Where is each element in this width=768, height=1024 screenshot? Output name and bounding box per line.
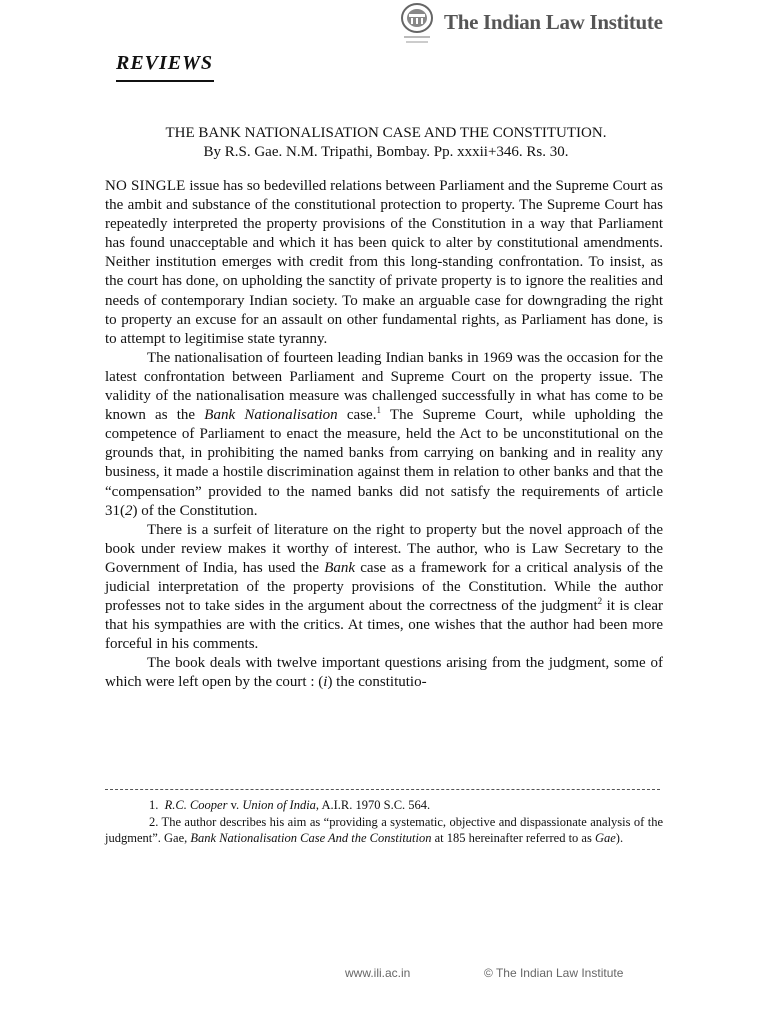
ili-emblem-icon bbox=[400, 2, 434, 48]
paragraph bbox=[105, 349, 663, 521]
footnote-text: at 185 hereinafter referred to as bbox=[431, 831, 595, 845]
paragraph bbox=[105, 521, 663, 655]
clause-number: 2 bbox=[125, 502, 133, 519]
footnote-citation: , A.I.R. 1970 S.C. 564. bbox=[315, 798, 431, 812]
review-body bbox=[105, 177, 663, 693]
paragraph bbox=[105, 654, 663, 692]
case-party: Union of India bbox=[242, 798, 316, 812]
section-title: REVIEWS bbox=[116, 52, 214, 74]
review-heading: THE BANK NATIONALISATION CASE AND THE CONSTITUTION. bbox=[165, 125, 607, 141]
book-title: Bank Nationalisation Case And the Constitution bbox=[190, 831, 432, 845]
footnote bbox=[105, 797, 663, 814]
paragraph bbox=[105, 177, 663, 349]
paragraph-text: The book deals with twelve important questions arising from the judgment, some of which were left open by the court : ( bbox=[105, 655, 663, 691]
paragraph-text: The nationalisation of fourteen leading Indian banks in 1969 was the occasion for the latest confrontation between Parliament and Supreme Court on the property issue. The validity of the nationalisation measure was challenged successfully in what has come to be known as the bbox=[105, 349, 663, 424]
paragraph-text: The Supreme Court, while upholding the competence of Parliament to enact the measure, held the Act to be unconstitutional on the grounds that, in prohibiting the named banks from carrying on banking and in reality any business, it made a hostile discrimination against them in relation to other banks and that the “compensation” provided to the named banks did not satisfy the requirements of article 31( bbox=[105, 407, 664, 519]
page-header bbox=[398, 0, 758, 50]
case-name: Bank bbox=[324, 559, 356, 576]
book-citation: By R.S. Gae. N.M. Tripathi, Bombay. Pp. xxxii+346. Rs. 30. bbox=[203, 144, 569, 160]
footer-copyright: © The Indian Law Institute bbox=[484, 966, 624, 980]
publisher-name: The Indian Law Institute bbox=[444, 10, 663, 34]
footnote-number: 2. bbox=[149, 814, 159, 829]
paragraph-text: it is clear that his sympathies are with the critics. At times, one wishes that the author had been more forceful in his comments. bbox=[105, 598, 663, 653]
paragraph-text: issue has so bedevilled relations between Parliament and the Supreme Court as the ambit and substance of the constitutional protection to property. The Supreme Court has repeatedly interpreted the property provisions of the Constitution in a way that Parliament has found unacceptable and which it has been quick to alter by constitutional amendments. Neither institution emerges with credit from this long-standing confrontation. To insist, as the court has done, on upholding the sanctity of private property is to ignore the realities and needs of contemporary Indian society. To make an arguable case for downgrading the right to property an excuse for an assault on other fundamental rights, as Parliament has done, is to attempt to legitimise state tyranny. bbox=[105, 178, 663, 347]
page-footer bbox=[0, 966, 768, 982]
paragraph-lead: NO SINGLE bbox=[105, 178, 186, 194]
short-title: Gae bbox=[594, 831, 616, 845]
paragraph-text: ) of the Constitution. bbox=[132, 502, 258, 519]
footnote-number: 1. bbox=[149, 798, 159, 812]
footnote-text: The author describes his aim as “providing a systematic, objective and dispassionate analysis of the judgment”. Gae, bbox=[105, 814, 663, 845]
footer-url-link[interactable]: www.ili.ac.in bbox=[345, 966, 411, 980]
footnotes bbox=[105, 797, 663, 847]
footnote-text: ). bbox=[615, 831, 624, 845]
footnote-ref: 1 bbox=[376, 405, 381, 416]
paragraph-text: case. bbox=[337, 407, 377, 424]
footnote-ref: 2 bbox=[597, 596, 603, 607]
footnote bbox=[105, 814, 663, 847]
footnote-divider bbox=[105, 789, 660, 790]
case-party: R.C. Cooper bbox=[164, 798, 228, 812]
paragraph-text: case as a framework for a critical analysis of the judicial interpretation of the property provisions of the Constitution. While the author professes not to take sides in the argument about the correctness of the judgment bbox=[105, 559, 663, 615]
enumeration-marker: i bbox=[323, 674, 328, 691]
case-versus: v. bbox=[227, 798, 243, 812]
case-name: Bank Nationalisation bbox=[204, 407, 338, 424]
paragraph-text: There is a surfeit of literature on the right to property but the novel approach of the book under review makes it worthy of interest. The author, who is Law Secretary to the Government of India, has used the bbox=[105, 521, 663, 576]
paragraph-text: ) the constitutio- bbox=[327, 674, 427, 691]
section-title-underline bbox=[116, 80, 214, 82]
